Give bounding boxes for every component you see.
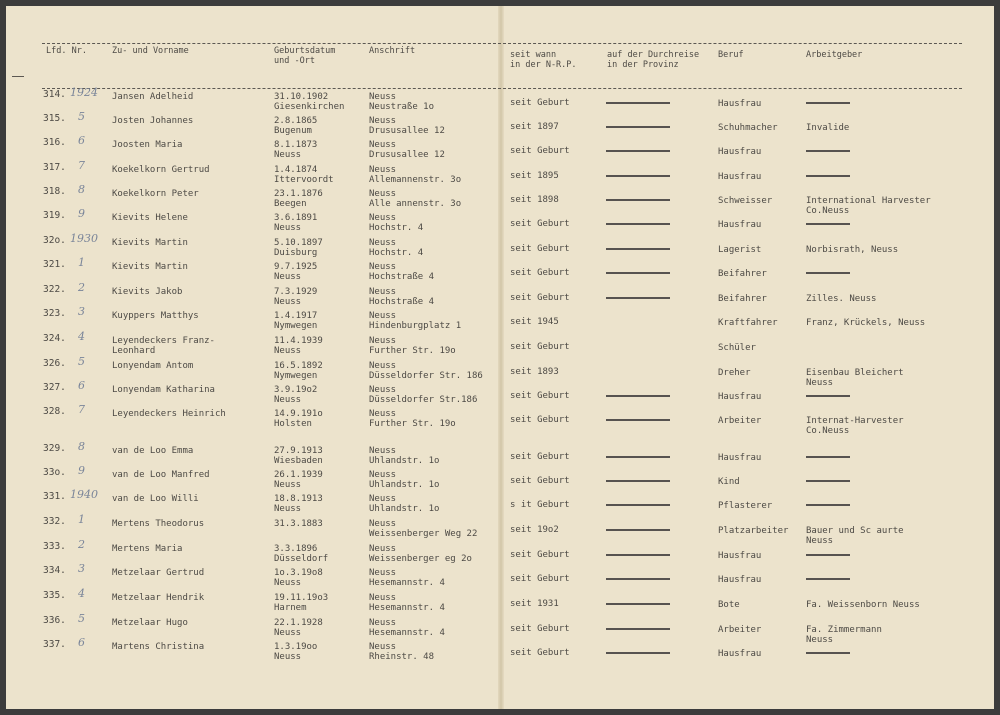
birth-date: 7.3.1929 [274,287,318,297]
residence-since: seit Geburt [510,624,570,634]
residence-since: seit 1898 [510,195,559,205]
birth-place: Neuss [274,223,302,233]
handwritten-annotation: 1 [78,513,85,526]
handwritten-annotation: 1924 [70,86,98,99]
blank-dash-line [806,395,850,397]
person-name: Joosten Maria [112,140,183,150]
document-sheet [6,6,994,709]
row-number: 337. [43,639,66,650]
address-city: Neuss [369,287,397,297]
blank-dash-line [606,480,670,482]
row-number: 334. [43,565,66,576]
blank-dash-line [606,395,670,397]
birth-place: Neuss [274,652,302,662]
address-street: Allemannenstr. 3o [369,175,462,185]
address-city: Neuss [369,618,397,628]
birth-date: 27.9.1913 [274,446,323,456]
handwritten-annotation: 8 [78,440,85,453]
birth-place: Neuss [274,150,302,160]
address-street: Hesemannstr. 4 [369,628,445,638]
blank-dash-line [606,456,670,458]
address-city: Neuss [369,470,397,480]
blank-dash-line [806,102,850,104]
birth-place: Neuss [274,395,302,405]
employer-cont: Neuss [806,378,834,388]
person-name: van de Loo Manfred [112,470,210,480]
address-city: Neuss [369,519,397,529]
blank-dash-line [606,554,670,556]
address-city: Neuss [369,213,397,223]
residence-since: seit Geburt [510,415,570,425]
employer: Norbisrath, Neuss [806,245,899,255]
person-name: Kievits Martin [112,238,188,248]
address-city: Neuss [369,446,397,456]
handwritten-annotation: 4 [78,587,85,600]
residence-since: seit Geburt [510,146,570,156]
row-number: 331. [43,491,66,502]
residence-since: seit 1897 [510,122,559,132]
blank-dash-line [606,126,670,128]
occupation: Schweisser [718,196,773,206]
row-number: 333. [43,541,66,552]
person-name: Martens Christina [112,642,205,652]
birth-place: Bugenum [274,126,312,136]
blank-dash-line [606,297,670,299]
header-name: Zu- und Vorname [112,46,189,56]
occupation: Dreher [718,368,751,378]
address-city: Neuss [369,140,397,150]
address-street: Weissenberger Weg 22 [369,529,478,539]
blank-dash-line [606,199,670,201]
address-street: Hochstraße 4 [369,297,435,307]
row-number: 323. [43,308,66,319]
employer: Internat-Harvester [806,416,904,426]
birth-place: Neuss [274,578,302,588]
residence-since: seit Geburt [510,244,570,254]
header-rule-bottom [42,88,962,89]
header-geburt-1: Geburtsdatum [274,46,336,56]
header-lfd-nr: Lfd. Nr. [46,46,87,56]
address-city: Neuss [369,409,397,419]
birth-place: Duisburg [274,248,318,258]
birth-place: Holsten [274,419,312,429]
blank-dash-line [806,652,850,654]
occupation: Arbeiter [718,416,762,426]
occupation: Hausfrau [718,99,762,109]
blank-dash-line [806,272,850,274]
blank-dash-line [806,150,850,152]
address-street: Uhlandstr. 1o [369,456,440,466]
birth-date: 14.9.191o [274,409,323,419]
handwritten-annotation: 6 [78,134,85,147]
employer-cont: Co.Neuss [806,426,850,436]
address-street: Weissenberger eg 2o [369,554,472,564]
address-street: Hindenburgplatz 1 [369,321,462,331]
row-number: 318. [43,186,66,197]
occupation: Beifahrer [718,294,767,304]
occupation: Kind [718,477,740,487]
row-number: 324. [43,333,66,344]
blank-dash-line [806,223,850,225]
address-street: Further Str. 19o [369,419,456,429]
handwritten-annotation: 7 [78,403,85,416]
person-name: Kievits Martin [112,262,188,272]
residence-since: seit Geburt [510,268,570,278]
birth-date: 8.1.1873 [274,140,318,150]
employer: Zilles. Neuss [806,294,877,304]
person-name: Metzelaar Hendrik [112,593,205,603]
row-number: 326. [43,358,66,369]
address-street: Hochstr. 4 [369,223,424,233]
header-rule-top [42,43,962,44]
birth-date: 9.7.1925 [274,262,318,272]
birth-date: 1.4.1874 [274,165,318,175]
handwritten-annotation: 3 [78,562,85,575]
address-city: Neuss [369,494,397,504]
person-name: Kievits Helene [112,213,188,223]
person-name: Mertens Maria [112,544,183,554]
address-street: Düsseldorfer Str. 186 [369,371,483,381]
address-street: Neustraße 1o [369,102,435,112]
handwritten-annotation: 5 [78,612,85,625]
residence-since: seit 1895 [510,171,559,181]
blank-dash-line [606,223,670,225]
occupation: Arbeiter [718,625,762,635]
header-anschrift: Anschrift [369,46,416,56]
employer: Invalide [806,123,850,133]
birth-date: 18.8.1913 [274,494,323,504]
handwritten-annotation: 1930 [70,232,98,245]
address-street: Hesemannstr. 4 [369,603,445,613]
row-number: 335. [43,590,66,601]
address-street: Uhlandstr. 1o [369,480,440,490]
address-city: Neuss [369,238,397,248]
birth-date: 3.6.1891 [274,213,318,223]
occupation: Schüler [718,343,756,353]
person-name: Kievits Jakob [112,287,183,297]
occupation: Hausfrau [718,220,762,230]
handwritten-annotation: 9 [78,464,85,477]
blank-dash-line [606,102,670,104]
blank-dash-line [606,628,670,630]
blank-dash-line [606,272,670,274]
row-number: 336. [43,615,66,626]
address-city: Neuss [369,92,397,102]
residence-since: s it Geburt [510,500,570,510]
occupation: Hausfrau [718,575,762,585]
person-name: Metzelaar Hugo [112,618,188,628]
row-number: 314. [43,89,66,100]
blank-dash-line [606,419,670,421]
birth-place: Neuss [274,272,302,282]
handwritten-annotation: 2 [78,538,85,551]
birth-place: Harnem [274,603,307,613]
birth-date: 16.5.1892 [274,361,323,371]
birth-date: 11.4.1939 [274,336,323,346]
row-number: 328. [43,406,66,417]
residence-since: seit 1893 [510,367,559,377]
row-number: 327. [43,382,66,393]
blank-dash-line [606,578,670,580]
birth-place: Neuss [274,480,302,490]
address-city: Neuss [369,385,397,395]
employer: International Harvester [806,196,931,206]
residence-since: seit 19o2 [510,525,559,535]
blank-dash-line [806,456,850,458]
address-street: Uhlandstr. 1o [369,504,440,514]
occupation: Pflasterer [718,501,773,511]
birth-place: Neuss [274,346,302,356]
occupation: Hausfrau [718,649,762,659]
birth-place: Giesenkirchen [274,102,345,112]
birth-date: 23.1.1876 [274,189,323,199]
handwritten-annotation: 5 [78,110,85,123]
person-name: Jansen Adelheid [112,92,194,102]
person-name: Mertens Theodorus [112,519,205,529]
employer: Franz, Krückels, Neuss [806,318,926,328]
birth-date: 5.10.1897 [274,238,323,248]
address-city: Neuss [369,336,397,346]
occupation: Hausfrau [718,551,762,561]
blank-dash-line [606,248,670,250]
blank-dash-line [606,529,670,531]
occupation: Bote [718,600,740,610]
person-name: Josten Johannes [112,116,194,126]
employer-cont: Neuss [806,635,834,645]
residence-since: seit Geburt [510,550,570,560]
address-city: Neuss [369,544,397,554]
birth-date: 1.3.19oo [274,642,318,652]
page-fold [498,6,504,709]
person-name: Koekelkorn Peter [112,189,199,199]
birth-date: 31.3.1883 [274,519,323,529]
birth-place: Neuss [274,297,302,307]
person-name-cont: Leonhard [112,346,156,356]
residence-since: seit Geburt [510,98,570,108]
residence-since: seit Geburt [510,648,570,658]
row-number: 316. [43,137,66,148]
address-city: Neuss [369,189,397,199]
row-number: 329. [43,443,66,454]
residence-since: seit Geburt [510,293,570,303]
person-name: Leyendeckers Heinrich [112,409,226,419]
address-street: Drususallee 12 [369,150,445,160]
address-city: Neuss [369,642,397,652]
row-number: 319. [43,210,66,221]
row-number: 321. [43,259,66,270]
birth-place: Nymwegen [274,321,318,331]
blank-dash-line [806,480,850,482]
header-arbeitgeber: Arbeitgeber [806,50,863,60]
employer: Bauer und Sc aurte [806,526,904,536]
address-city: Neuss [369,361,397,371]
blank-dash-line [606,150,670,152]
birth-place: Wiesbaden [274,456,323,466]
employer: Eisenbau Bleichert [806,368,904,378]
occupation: Lagerist [718,245,762,255]
address-city: Neuss [369,593,397,603]
handwritten-annotation: 3 [78,305,85,318]
handwritten-annotation: 4 [78,330,85,343]
birth-date: 26.1.1939 [274,470,323,480]
address-street: Rheinstr. 48 [369,652,435,662]
birth-date: 31.10.1902 [274,92,329,102]
handwritten-annotation: 1940 [70,488,98,501]
header-beruf: Beruf [718,50,744,60]
birth-place: Nymwegen [274,371,318,381]
residence-since: seit 1931 [510,599,559,609]
employer: Fa. Weissenborn Neuss [806,600,920,610]
address-city: Neuss [369,262,397,272]
birth-date: 3.9.19o2 [274,385,318,395]
handwritten-annotation: 1 [78,256,85,269]
birth-place: Neuss [274,504,302,514]
address-street: Drususallee 12 [369,126,445,136]
occupation: Hausfrau [718,392,762,402]
birth-place: Ittervoordt [274,175,334,185]
residence-since: seit Geburt [510,476,570,486]
handwritten-annotation: 5 [78,355,85,368]
left-tick-mark [12,76,24,77]
employer-cont: Co.Neuss [806,206,850,216]
occupation: Platzarbeiter [718,526,789,536]
blank-dash-line [606,175,670,177]
address-city: Neuss [369,116,397,126]
person-name: van de Loo Emma [112,446,194,456]
occupation: Beifahrer [718,269,767,279]
birth-date: 3.3.1896 [274,544,318,554]
header-geburt-2: und -Ort [274,56,315,66]
address-street: Hesemannstr. 4 [369,578,445,588]
header-seit-2: in der N-R.P. [510,60,577,70]
residence-since: seit Geburt [510,574,570,584]
birth-place: Beegen [274,199,307,209]
handwritten-annotation: 6 [78,379,85,392]
residence-since: seit 1945 [510,317,559,327]
handwritten-annotation: 7 [78,159,85,172]
blank-dash-line [606,652,670,654]
handwritten-annotation: 6 [78,636,85,649]
birth-place: Neuss [274,628,302,638]
row-number: 32o. [43,235,66,246]
residence-since: seit Geburt [510,219,570,229]
address-city: Neuss [369,311,397,321]
row-number: 315. [43,113,66,124]
address-city: Neuss [369,165,397,175]
address-street: Hochstraße 4 [369,272,435,282]
person-name: van de Loo Willi [112,494,199,504]
birth-date: 1.4.1917 [274,311,318,321]
employer-cont: Neuss [806,536,834,546]
blank-dash-line [606,603,670,605]
person-name: Kuyppers Matthys [112,311,199,321]
handwritten-annotation: 9 [78,207,85,220]
row-number: 33o. [43,467,66,478]
blank-dash-line [606,504,670,506]
person-name: Leyendeckers Franz- [112,336,215,346]
birth-place: Düsseldorf [274,554,329,564]
row-number: 317. [43,162,66,173]
address-street: Hochstr. 4 [369,248,424,258]
address-street: Düsseldorfer Str.186 [369,395,478,405]
birth-date: 22.1.1928 [274,618,323,628]
blank-dash-line [806,578,850,580]
person-name: Koekelkorn Gertrud [112,165,210,175]
handwritten-annotation: 8 [78,183,85,196]
header-seit-1: seit wann [510,50,557,60]
handwritten-annotation: 2 [78,281,85,294]
birth-date: 19.11.19o3 [274,593,329,603]
person-name: Lonyendam Antom [112,361,194,371]
row-number: 322. [43,284,66,295]
row-number: 332. [43,516,66,527]
address-street: Alle annenstr. 3o [369,199,462,209]
blank-dash-line [806,504,850,506]
occupation: Hausfrau [718,147,762,157]
header-durchreise-2: in der Provinz [607,60,679,70]
person-name: Metzelaar Gertrud [112,568,205,578]
occupation: Kraftfahrer [718,318,778,328]
employer: Fa. Zimmermann [806,625,882,635]
residence-since: seit Geburt [510,391,570,401]
blank-dash-line [806,175,850,177]
birth-date: 1o.3.19o8 [274,568,323,578]
occupation: Hausfrau [718,453,762,463]
address-street: Further Str. 19o [369,346,456,356]
person-name: Lonyendam Katharina [112,385,215,395]
residence-since: seit Geburt [510,452,570,462]
header-durchreise-1: auf der Durchreise [607,50,700,60]
occupation: Hausfrau [718,172,762,182]
blank-dash-line [806,554,850,556]
occupation: Schuhmacher [718,123,778,133]
residence-since: seit Geburt [510,342,570,352]
birth-date: 2.8.1865 [274,116,318,126]
address-city: Neuss [369,568,397,578]
